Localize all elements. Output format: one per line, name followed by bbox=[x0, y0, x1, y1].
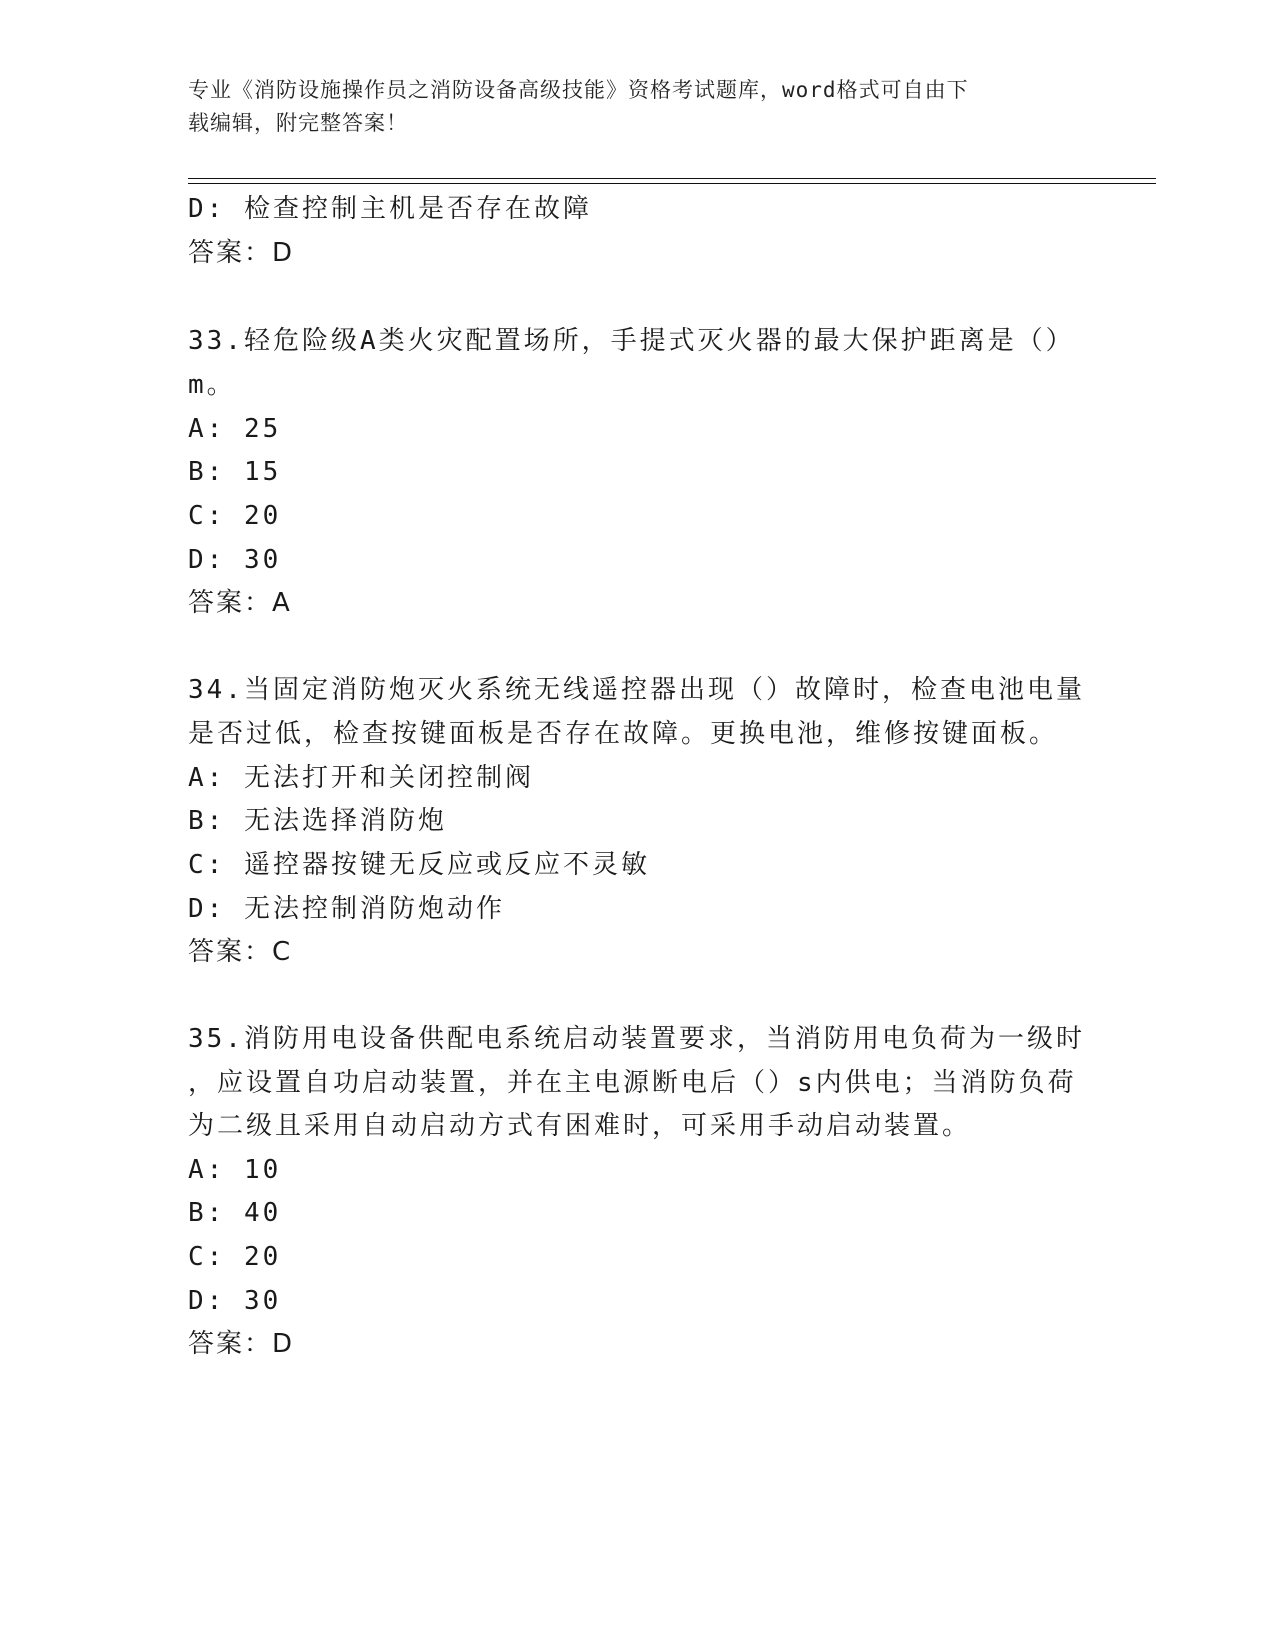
answer-label: 答案：D bbox=[188, 238, 295, 268]
question-33-stem: m。 bbox=[188, 370, 236, 400]
question-35-answer: 答案：D bbox=[188, 1329, 295, 1359]
question-33-stem: 33.轻危险级A类火灾配置场所，手提式灭火器的最大保护距离是（） bbox=[188, 326, 1075, 356]
question-34-option-d: D: 无法控制消防炮动作 bbox=[188, 894, 505, 924]
question-33-option-d: D: 30 bbox=[188, 545, 282, 575]
question-34-stem: 是否过低，检查按键面板是否存在故障。更换电池，维修按键面板。 bbox=[188, 719, 1059, 749]
question-33-option-c: C: 20 bbox=[188, 501, 282, 531]
question-34-option-b: B: 无法选择消防炮 bbox=[188, 806, 447, 836]
question-34-option-c: C: 遥控器按键无反应或反应不灵敏 bbox=[188, 850, 650, 880]
question-33-option-a: A: 25 bbox=[188, 414, 282, 444]
question-33-answer: 答案：A bbox=[188, 588, 292, 618]
question-35-option-d: D: 30 bbox=[188, 1286, 282, 1316]
question-34-stem: 34.当固定消防炮灭火系统无线遥控器出现（）故障时，检查电池电量 bbox=[188, 675, 1085, 705]
document-header bbox=[188, 74, 1068, 140]
header-divider-bottom bbox=[188, 183, 1156, 184]
question-35-option-a: A: 10 bbox=[188, 1155, 282, 1185]
question-35-stem: ，应设置自功启动装置，并在主电源断电后（）s内供电；当消防负荷 bbox=[188, 1068, 1077, 1098]
option-d: D: 检查控制主机是否存在故障 bbox=[188, 194, 592, 224]
question-34-answer: 答案：C bbox=[188, 937, 293, 967]
header-line-1: 专业《消防设施操作员之消防设备高级技能》资格考试题库，word格式可自由下 bbox=[188, 78, 969, 102]
question-34-option-a: A: 无法打开和关闭控制阀 bbox=[188, 763, 534, 793]
question-35-stem: 为二级且采用自动启动方式有困难时，可采用手动启动装置。 bbox=[188, 1111, 972, 1141]
question-35-stem: 35.消防用电设备供配电系统启动装置要求，当消防用电负荷为一级时 bbox=[188, 1024, 1085, 1054]
question-35-option-b: B: 40 bbox=[188, 1198, 282, 1228]
header-divider-top bbox=[188, 178, 1156, 179]
question-35-option-c: C: 20 bbox=[188, 1242, 282, 1272]
question-33-option-b: B: 15 bbox=[188, 457, 282, 487]
header-line-2: 载编辑，附完整答案！ bbox=[188, 111, 408, 135]
